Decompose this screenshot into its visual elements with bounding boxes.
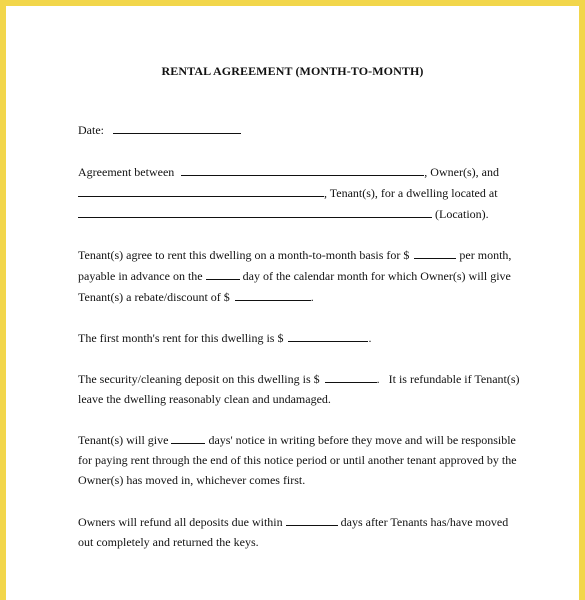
deposit-text-1b: . It is refundable if Tenant(s) — [376, 372, 520, 386]
first-month-blank — [288, 330, 368, 342]
rent-text-3a: Tenant(s) a rebate/discount of $ — [78, 290, 230, 304]
rent-text-2a: payable in advance on the — [78, 269, 203, 283]
rebate-blank — [235, 289, 311, 301]
location-text: (Location). — [435, 207, 489, 221]
rent-text-2b: day of the calendar month for which Owner(s) will give — [242, 269, 511, 283]
agreement-between-text: Agreement between — [78, 165, 175, 179]
agreement-line-1 — [78, 164, 499, 179]
refund-text-1b: days after Tenants has/have moved — [340, 515, 509, 529]
location-blank — [78, 206, 432, 218]
rent-text-1a: Tenant(s) agree to rent this dwelling on a month-to-month basis for $ — [78, 248, 410, 262]
notice-days-blank — [171, 432, 205, 444]
first-month-line — [78, 330, 371, 345]
first-month-text: The first month's rent for this dwelling is $ — [78, 331, 284, 345]
rent-text-3b: . — [310, 290, 314, 304]
tenants-text: , Tenant(s), for a dwelling located at — [324, 186, 498, 200]
notice-text-3: Owner(s) has moved in, whichever comes first. — [78, 473, 306, 487]
owners-text: , Owner(s), and — [424, 165, 499, 179]
rent-text-1b: per month, — [459, 248, 512, 262]
rent-day-blank — [206, 268, 240, 280]
notice-line-2 — [78, 453, 517, 467]
deposit-text-2: leave the dwelling reasonably clean and undamaged. — [78, 392, 331, 406]
refund-text-1a: Owners will refund all deposits due within — [78, 515, 283, 529]
notice-text-1a: Tenant(s) will give — [78, 433, 169, 447]
notice-text-2: for paying rent through the end of this notice period or until another tenant approved by the — [78, 453, 517, 467]
tenants-blank — [78, 185, 324, 197]
notice-line-3 — [78, 473, 305, 487]
owners-blank — [181, 164, 424, 176]
deposit-blank — [325, 371, 377, 383]
refund-line-2 — [78, 535, 259, 549]
deposit-line-2 — [78, 392, 331, 406]
agreement-line-3 — [78, 206, 489, 221]
document-title: RENTAL AGREEMENT (MONTH-TO-MONTH) — [161, 64, 424, 78]
date-label: Date: — [78, 123, 104, 137]
rent-line-1 — [78, 247, 511, 262]
date-line — [78, 122, 241, 137]
refund-text-2: out completely and returned the keys. — [78, 535, 259, 549]
notice-text-1b: days' notice in writing before they move and will be responsible — [208, 433, 516, 447]
refund-days-blank — [286, 514, 338, 526]
refund-line-1 — [78, 514, 508, 529]
rent-line-3 — [78, 289, 314, 304]
agreement-line-2 — [78, 185, 498, 200]
first-month-period: . — [368, 331, 372, 345]
deposit-text-1a: The security/cleaning deposit on this dwelling is $ — [78, 372, 320, 386]
rent-amount-blank — [414, 247, 456, 259]
deposit-line-1 — [78, 371, 520, 386]
rent-line-2 — [78, 268, 511, 283]
date-blank — [113, 122, 241, 134]
document-page — [6, 6, 579, 600]
notice-line-1 — [78, 432, 516, 447]
